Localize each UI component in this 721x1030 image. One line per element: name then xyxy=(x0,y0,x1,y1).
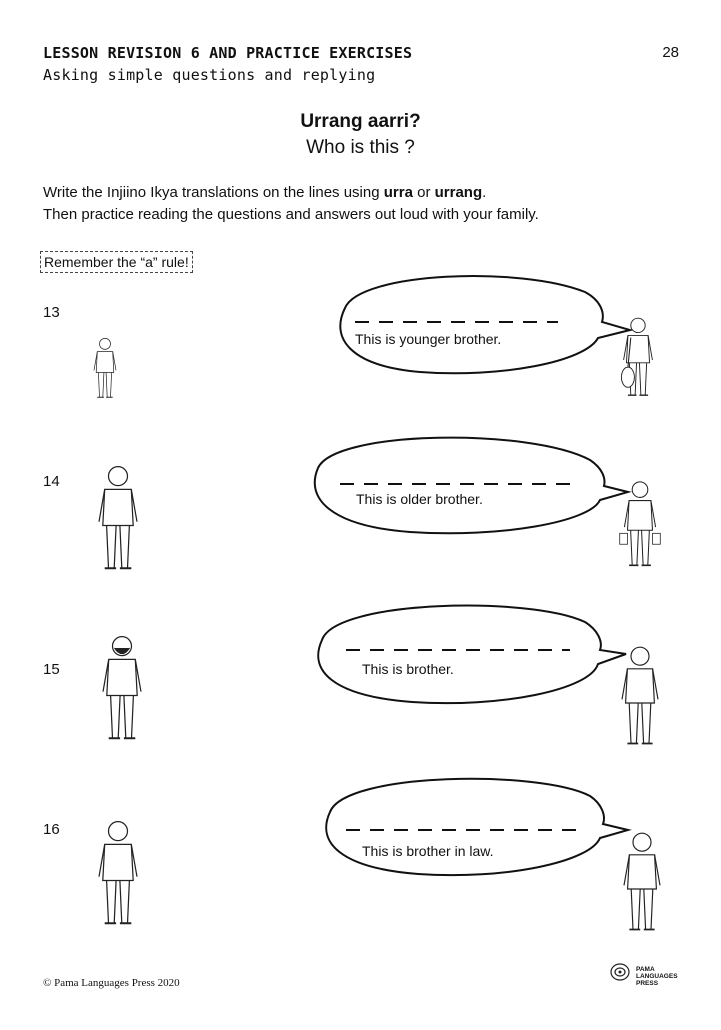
logo-line: PAMA xyxy=(636,966,655,973)
copyright-footer: © Pama Languages Press 2020 xyxy=(43,977,180,989)
answer-text-16: This is brother in law. xyxy=(362,843,494,859)
bearded-man-figure-15 xyxy=(103,637,141,739)
exercise-number: 14 xyxy=(43,473,60,490)
man-figure-16-right xyxy=(624,833,660,929)
exercise-number: 16 xyxy=(43,821,60,838)
speech-bubble-15 xyxy=(318,606,626,704)
exercise-number: 13 xyxy=(43,304,60,321)
woman-bags-figure-14 xyxy=(620,482,661,565)
page-title: Urrang aarri? xyxy=(300,111,421,132)
pama-logo-icon xyxy=(611,964,629,980)
lesson-heading: LESSON REVISION 6 AND PRACTICE EXERCISES xyxy=(43,44,413,62)
man-figure-14 xyxy=(99,467,137,569)
keyword-urra: urra xyxy=(383,184,413,201)
instruction-text: . xyxy=(482,184,487,201)
boy-figure-13 xyxy=(94,338,116,397)
man-figure-16 xyxy=(99,822,137,924)
rule-reminder-box: Remember the “a” rule! xyxy=(40,251,193,273)
answer-text-15: This is brother. xyxy=(362,661,454,677)
speech-bubble-14 xyxy=(315,438,628,534)
page-number: 28 xyxy=(662,44,679,61)
publisher-logo xyxy=(636,966,678,987)
page-subtitle: Who is this ? xyxy=(306,137,415,158)
exercise-number: 15 xyxy=(43,661,60,678)
man-figure-15-right xyxy=(622,647,658,743)
logo-line: PRESS xyxy=(636,980,659,987)
lesson-subheading: Asking simple questions and replying xyxy=(43,66,376,84)
speech-bubble-16 xyxy=(326,779,628,875)
instruction-line-2: Then practice reading the questions and answers out loud with your family. xyxy=(43,206,539,223)
instruction-text: Write the Injiino Ikya translations on the lines using xyxy=(43,184,384,201)
logo-line: LANGUAGES xyxy=(636,973,678,980)
speech-bubble-13 xyxy=(340,276,630,373)
answer-text-14: This is older brother. xyxy=(356,491,483,507)
answer-text-13: This is younger brother. xyxy=(355,331,502,347)
keyword-urrang: urrang xyxy=(434,184,483,201)
instruction-text: or xyxy=(412,184,435,201)
